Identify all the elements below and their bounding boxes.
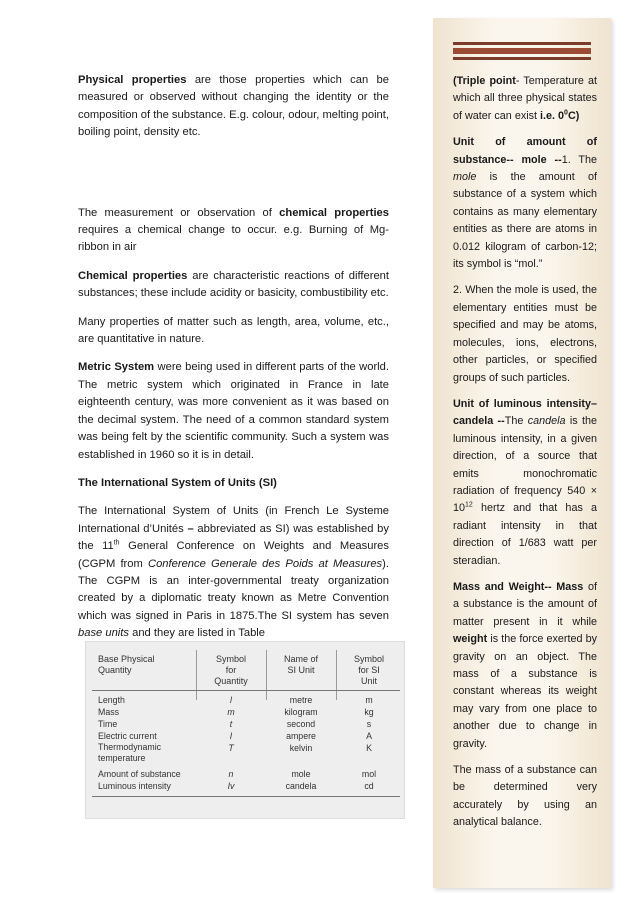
sidebar-mole-entities: 2. When the mole is used, the elementary entities must be specified and may be atoms, molecules, ions, electrons, other particles, or specified groups of such particles. xyxy=(453,284,597,384)
table-header-quantity: Base Physical Quantity xyxy=(98,654,155,675)
table-header-si-unit: Name of SI Unit xyxy=(283,654,318,675)
sidebar-mass-weight: Mass and Weight-- Mass of a substance is the amount of matter present in it while weight is the force exerted by gravity on an object. The mass of a substance is constant whereas its weight may vary from one place to another due to change in gravity. xyxy=(453,580,598,750)
sidebar-candela: Unit of luminous intensity– candela --The candela is the luminous intensity, in a given direction, of a source that emits monochromatic radiation of frequency $540 \times 10^{12}$ hertz and that has a radiant intensity in that direction of 1/683 watt per steradian. xyxy=(453,397,598,567)
main-column xyxy=(78,72,389,643)
sidebar-triple-point: (Triple point- Temperature at which all three physical states of water can exist i.e. $0^0C$) xyxy=(453,75,598,122)
paragraph-si-units: The International System of Units (in French Le Systeme International d’Unités – abbreviated as SI) was established by the 11th General Conference on Weights and Measures (CGPM from Conference Generale des Poids at Measures). The CGPM is an inter-governmental treaty organization created by a diplomatic treaty known as Metre Convention which was signed in Paris in 1875.The SI system has seven base units and they are listed in Table xyxy=(78,505,389,640)
paragraph-chemical-observation: The measurement or observation of chemical properties requires a chemical change to occur. e.g. Burning of Mg-ribbon in air xyxy=(78,206,390,254)
table-divider xyxy=(196,650,197,700)
sidebar-mole: Unit of amount of substance-- mole --1. The mole is the amount of substance of a system which contains as many elementary entities as there are atoms in 0.012 kilogram of carbon-12; its symbol is “mol.” xyxy=(453,136,597,271)
sidebar-text xyxy=(453,73,597,832)
table-divider xyxy=(266,650,267,700)
paragraph-quantitative: Many properties of matter such as length, area, volume, etc., are quantitative in nature. xyxy=(78,315,389,346)
sidebar-panel xyxy=(433,18,611,888)
table-header-symbol-unit: Symbol for SI Unit xyxy=(353,654,384,686)
table-divider xyxy=(336,650,337,700)
paragraph-metric-system: Metric System were being used in different parts of the world. The metric system which originated in France in late eighteenth century, was more convenient as it was based on the decimal system. The need of a common standard system was being felt by the scientific community. Such a system was established in 1960 so it is in detail. xyxy=(78,361,389,461)
table-bottom-rule xyxy=(92,796,400,797)
decorative-bar xyxy=(453,42,591,45)
paragraph-chemical-properties: Chemical properties are characteristic reactions of different substances; these include acidity or basicity, combustibility etc. xyxy=(78,269,389,300)
decorative-bar xyxy=(453,48,591,54)
table-header-symbol-quantity: Symbol for Quantity xyxy=(214,654,248,686)
decorative-bar xyxy=(453,57,591,60)
table-header-rule xyxy=(92,690,400,691)
si-base-units-table: Base Physical Quantity Symbol for Quantity Name of SI Unit Symbol for SI Unit Length l metre m Mass m kilogram kg Time t second s Electric current I ampere A Thermodynamic temperature T kelvin K Amount of substance n mole mol Luminous intensity Iv candela cd xyxy=(85,641,405,819)
paragraph-physical-properties: Physical properties are those properties which can be measured or observed without changing the identity or the composition of the substance. E.g. colour, odour, melting point, boiling point, density etc. xyxy=(78,74,389,139)
section-heading-si: The International System of Units (SI) xyxy=(78,476,277,489)
sidebar-analytical-balance: The mass of a substance can be determined very accurately by using an analytical balance. xyxy=(453,764,597,829)
